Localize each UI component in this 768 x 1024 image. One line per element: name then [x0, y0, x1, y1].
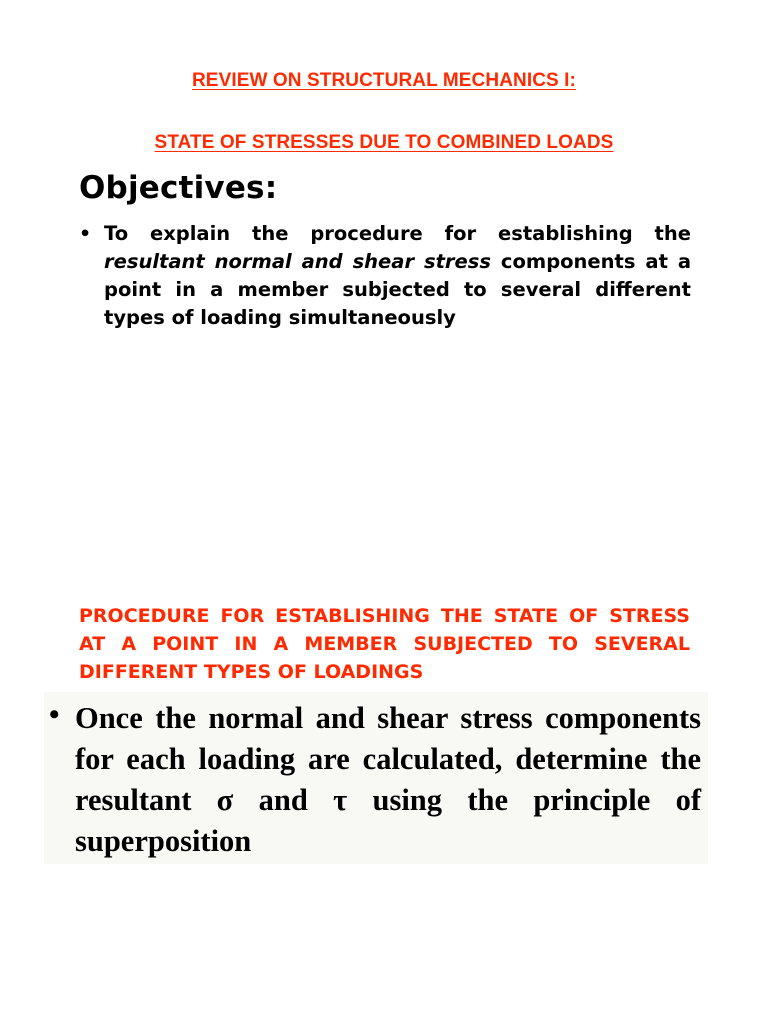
- objectives-heading: Objectives:: [79, 170, 278, 206]
- document-title: REVIEW ON STRUCTURAL MECHANICS I:: [191, 70, 576, 91]
- excerpt-bullet-icon: •: [49, 698, 60, 731]
- objective-text-end: components at a point in a member subjected to several different types of loading simultaneously: [104, 250, 691, 329]
- objectives-list: [79, 220, 691, 332]
- document-subtitle: STATE OF STRESSES DUE TO COMBINED LOADS: [154, 132, 614, 153]
- excerpt-text: Once the normal and shear stress components for each loading are calculated, determine the resultant σ and τ using the principle of superposition: [75, 701, 701, 858]
- bullet-icon: •: [79, 223, 92, 245]
- procedure-heading: PROCEDURE FOR ESTABLISHING THE STATE OF STRESS AT A POINT IN A MEMBER SUBJECTED TO SEVERAL DIFFERENT TYPES OF LOADINGS: [79, 605, 690, 683]
- objective-text-emphasis: resultant normal and shear stress: [104, 250, 491, 273]
- objective-text-start: To explain the procedure for establishing the: [104, 222, 691, 245]
- objective-item: [104, 220, 691, 332]
- slide-excerpt-image: [44, 692, 708, 864]
